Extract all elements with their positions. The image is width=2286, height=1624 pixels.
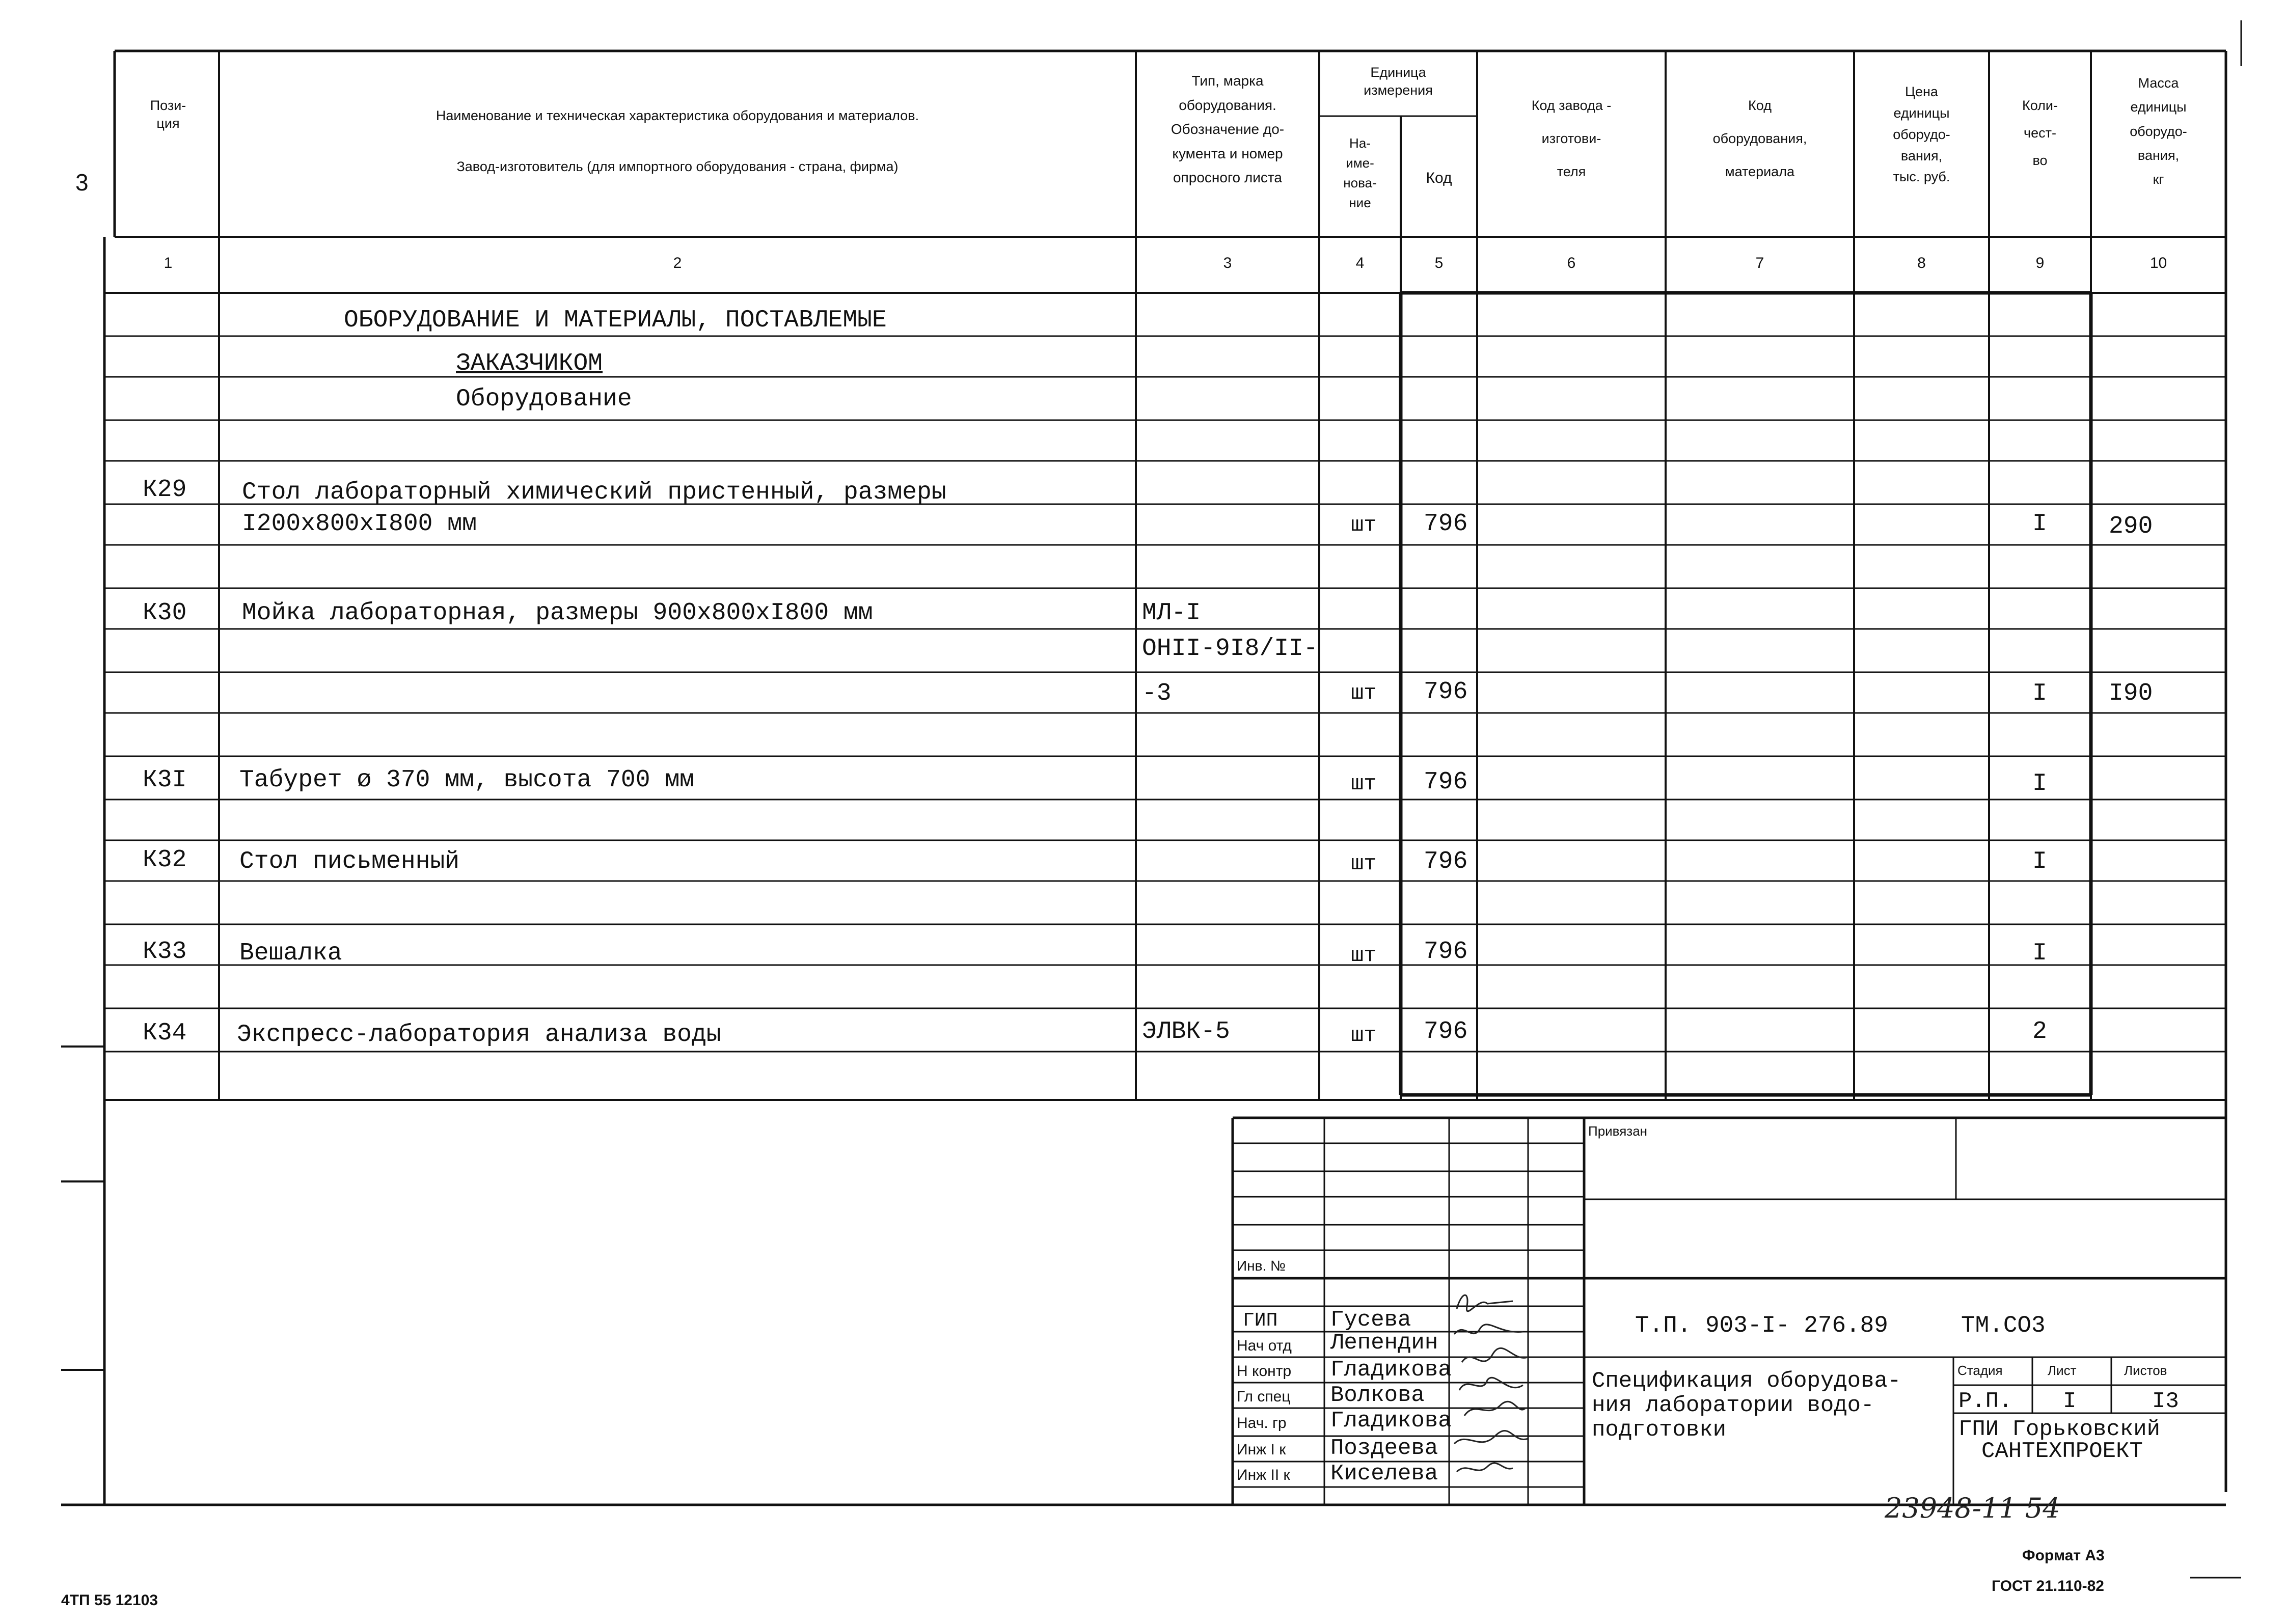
header-col-3: Тип, марка оборудования. Обозначение до- кумента и номер опросного листа <box>1171 73 1285 186</box>
item-name: Стол лабораторный химический пристенный, размеры <box>242 479 946 506</box>
item-mass: 290 <box>2109 513 2153 540</box>
role-label: Гл спец <box>1237 1388 1291 1405</box>
inventory-number-label: Инв. № <box>1237 1258 1286 1274</box>
document-title-line2: ния лаборатории водо- <box>1592 1393 1874 1418</box>
col-number-7: 7 <box>1755 255 1764 271</box>
role-label: Нач. гр <box>1237 1415 1287 1432</box>
attached-label: Привязан <box>1588 1123 1648 1139</box>
document-mark: ТМ.СО3 <box>1961 1312 2046 1339</box>
person-name: Гусева <box>1330 1307 1411 1333</box>
header-col-7: Код оборудования, материала <box>1712 98 1807 179</box>
person-name: Волкова <box>1330 1383 1425 1408</box>
header-col-2a: Наименование и техническая характеристика оборудования и материалов. <box>436 108 919 123</box>
item-unit: шт <box>1351 772 1377 796</box>
role-label: Инж II к <box>1237 1467 1290 1483</box>
item-code: 796 <box>1424 768 1468 796</box>
col-number-2: 2 <box>673 255 682 271</box>
item-position: К33 <box>143 938 187 966</box>
section-title-line1: ОБОРУДОВАНИЕ И МАТЕРИАЛЫ, ПОСТАВЛЕМЫЕ <box>344 307 887 334</box>
col-number-10: 10 <box>2149 255 2167 271</box>
item-qty: I <box>2032 940 2047 967</box>
sheet-value: I <box>2063 1389 2077 1414</box>
item-name: Табурет ø 370 мм, высота 700 мм <box>239 766 694 794</box>
col-number-4: 4 <box>1355 255 1365 271</box>
header-col-1: Пози- ция <box>150 98 186 131</box>
item-code: 796 <box>1424 848 1468 875</box>
item-unit: шт <box>1351 681 1377 705</box>
item-code: 796 <box>1424 938 1468 966</box>
format-label: Формат А3 <box>2022 1547 2105 1564</box>
item-position: К3I <box>143 766 187 794</box>
item-code: 796 <box>1424 678 1468 706</box>
item-unit: шт <box>1351 851 1377 876</box>
col-number-5: 5 <box>1434 255 1444 271</box>
item-name: Стол письменный <box>239 848 460 875</box>
item-type-cont: ОНII-9I8/II- <box>1142 635 1318 663</box>
item-unit: шт <box>1351 1023 1377 1048</box>
header-col-8: Цена единицы оборудо- вания, тыс. руб. <box>1893 84 1950 185</box>
item-name: Вешалка <box>239 940 342 967</box>
sheets-label: Листов <box>2124 1363 2167 1378</box>
sheet-left-mark: 3 <box>75 169 89 196</box>
person-name: Гладикова <box>1330 1408 1452 1434</box>
item-unit: шт <box>1351 513 1377 537</box>
person-name: Поздеева <box>1330 1436 1438 1461</box>
item-qty: 2 <box>2032 1018 2047 1045</box>
role-label: Н контр <box>1237 1363 1292 1380</box>
role-label: Инж I к <box>1237 1441 1286 1458</box>
bottom-left-code: 4ТП 55 12103 <box>61 1592 158 1609</box>
col-number-6: 6 <box>1567 255 1576 271</box>
item-type: МЛ-I <box>1142 599 1201 627</box>
item-mass: I90 <box>2109 680 2153 707</box>
document-title-line3: подготовки <box>1592 1417 1727 1443</box>
role-label: Нач отд <box>1237 1337 1292 1354</box>
person-name: Киселева <box>1330 1461 1438 1487</box>
organization-line1: ГПИ Горьковский <box>1958 1417 2161 1442</box>
item-qty: I <box>2032 848 2047 875</box>
header-unit: Единица измерения <box>1364 65 1433 98</box>
stage-label: Стадия <box>1957 1363 2003 1378</box>
stamp-number: 23948-11 54 <box>1885 1492 2060 1524</box>
document-title-line1: Спецификация оборудова- <box>1592 1368 1901 1394</box>
header-col-5: Код <box>1426 170 1452 186</box>
gost-label: ГОСТ 21.110-82 <box>1992 1578 2104 1594</box>
item-name: Экспресс-лаборатория анализа воды <box>237 1021 721 1049</box>
sheets-value: I3 <box>2152 1389 2179 1414</box>
item-position: К34 <box>143 1020 187 1047</box>
item-name-cont: I200х800хI800 мм <box>242 510 477 538</box>
item-type: ЭЛВК-5 <box>1142 1018 1230 1045</box>
col-number-9: 9 <box>2035 255 2045 271</box>
header-col-4: На- име- нова- ние <box>1343 135 1377 210</box>
role-label: ГИП <box>1243 1310 1278 1332</box>
item-qty: I <box>2032 770 2047 797</box>
section-title-line2: ЗАКАЗЧИКОМ <box>456 350 603 377</box>
section-subtitle: Оборудование <box>456 386 632 413</box>
header-col-6: Код завода - изготови- теля <box>1531 98 1612 179</box>
header-col-9: Коли- чест- во <box>2022 98 2058 168</box>
header-col-10: Масса единицы оборудо- вания, кг <box>2130 75 2187 187</box>
item-name: Мойка лабораторная, размеры 900х800хI800 мм <box>242 599 873 627</box>
item-qty: I <box>2032 680 2047 707</box>
sheet-label: Лист <box>2048 1363 2077 1378</box>
item-position: К29 <box>143 476 187 504</box>
item-code: 796 <box>1424 510 1468 538</box>
stage-value: Р.П. <box>1958 1389 2012 1414</box>
document-code: Т.П. 903-I- 276.89 <box>1635 1312 1888 1339</box>
item-qty: I <box>2032 510 2047 538</box>
person-name: Гладикова <box>1330 1357 1452 1383</box>
item-position: К32 <box>143 846 187 874</box>
person-name: Лепендин <box>1330 1330 1438 1356</box>
col-number-8: 8 <box>1917 255 1926 271</box>
col-number-3: 3 <box>1223 255 1232 271</box>
item-type-cont: -3 <box>1142 680 1172 707</box>
item-position: К30 <box>143 599 187 627</box>
item-code: 796 <box>1424 1018 1468 1045</box>
col-number-1: 1 <box>164 255 173 271</box>
item-unit: шт <box>1351 943 1377 968</box>
header-col-2b: Завод-изготовитель (для импортного оборудования - страна, фирма) <box>456 159 899 174</box>
organization-line2: САНТЕХПРОЕКТ <box>1981 1439 2143 1464</box>
signatures <box>1452 1286 1554 1500</box>
